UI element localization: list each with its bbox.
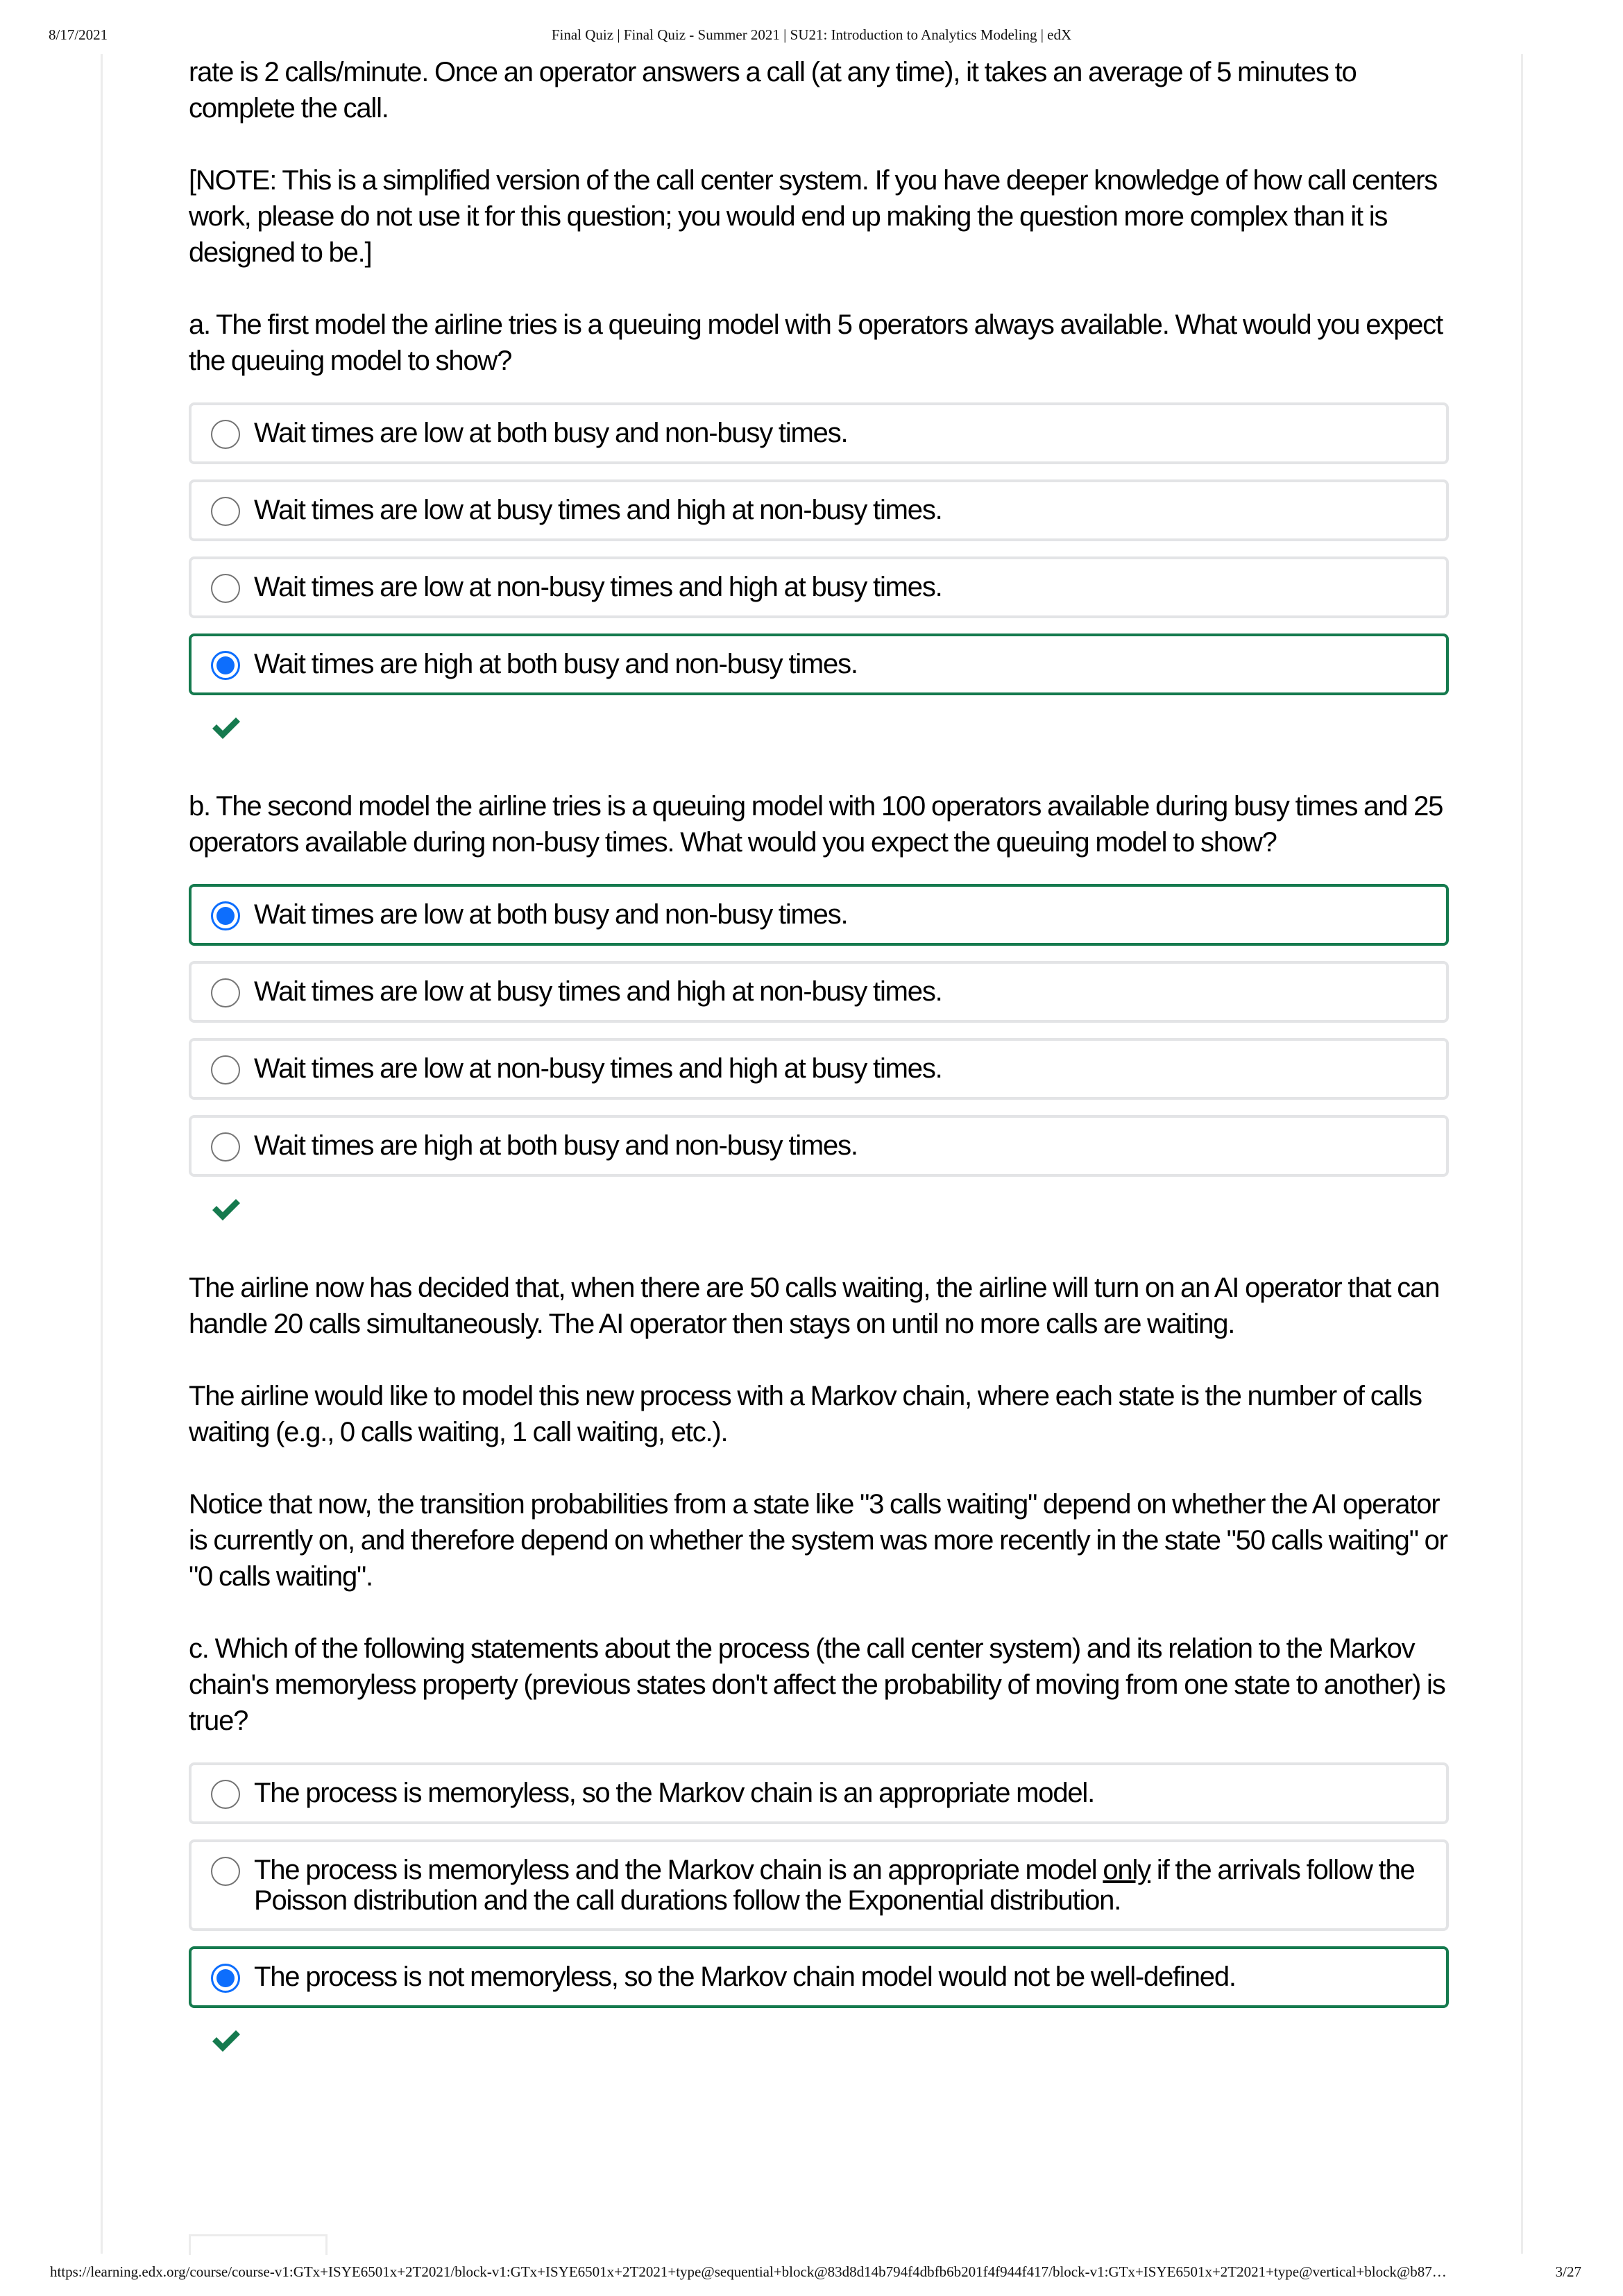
option-label: The process is memoryless, so the Markov chain is an appropriate model. <box>254 1778 1095 1808</box>
option-label: Wait times are high at both busy and non-busy times. <box>254 649 858 679</box>
option-label: Wait times are low at both busy and non-busy times. <box>254 418 848 448</box>
radio-button-selected[interactable] <box>211 1964 240 1993</box>
question-b-option-3[interactable] <box>189 1038 1449 1100</box>
print-page-number: 3/27 <box>1555 2263 1581 2280</box>
truncated-button-outline <box>189 2234 328 2255</box>
intro-paragraph: rate is 2 calls/minute. Once an operator answers a call (at any time), it takes an average of 5 minutes to complete the call. <box>189 57 1357 124</box>
question-a-prompt: a. The first model the airline tries is a queuing model with 5 operators always available. What would you expect the queuing model to show? <box>189 309 1443 376</box>
question-b-option-1-selected[interactable] <box>189 884 1449 946</box>
option-label: Wait times are low at busy times and high at non-busy times. <box>254 495 942 525</box>
question-b-option-2[interactable] <box>189 961 1449 1023</box>
context-paragraph-3: Notice that now, the transition probabilities from a state like "3 calls waiting" depend on whether the AI operator is currently on, and therefore depend on whether the system was more recently in the state "50 calls waiting" or "0 calls waiting". <box>189 1489 1447 1592</box>
radio-button[interactable] <box>211 497 240 526</box>
context-paragraph-2: The airline would like to model this new process with a Markov chain, where each state is the number of calls waiting (e.g., 0 calls waiting, 1 call waiting, etc.). <box>189 1381 1422 1447</box>
radio-button[interactable] <box>211 420 240 449</box>
print-url: https://learning.edx.org/course/course-v1:GTx+ISYE6501x+2T2021/block-v1:GTx+ISYE6501x+2T2021+type@sequential+block@83d8d14b794f4dbfb6b201f4f944f417/block-v1:GTx+ISYE6501x+2T2021+type@vertical+block@b87… <box>50 2263 1447 2280</box>
question-c-prompt: c. Which of the following statements about the process (the call center system) and its relation to the Markov chain's memoryless property (previous states don't affect the probability of moving from one state to another) is true? <box>189 1633 1445 1736</box>
print-page-title: Final Quiz | Final Quiz - Summer 2021 | SU21: Introduction to Analytics Modeling | edX <box>551 26 1072 43</box>
checkmark-icon <box>211 2029 241 2054</box>
question-c-option-2[interactable] <box>189 1839 1449 1931</box>
radio-button[interactable] <box>211 574 240 603</box>
quiz-content <box>189 54 1452 2054</box>
option-label: Wait times are low at busy times and high at non-busy times. <box>254 976 942 1007</box>
question-b <box>189 788 1452 1270</box>
print-footer <box>0 2263 1623 2284</box>
emphasis-only: only <box>1103 1855 1150 1885</box>
question-a-option-3[interactable] <box>189 556 1449 618</box>
question-b-prompt: b. The second model the airline tries is a queuing model with 100 operators available during busy times and 25 operators available during non-busy times. What would you expect the queuing model to show? <box>189 791 1443 858</box>
print-date: 8/17/2021 <box>49 26 108 43</box>
question-c <box>189 1631 1452 2054</box>
question-b-option-4[interactable] <box>189 1115 1449 1177</box>
question-a <box>189 307 1452 788</box>
option-label: Wait times are low at non-busy times and high at busy times. <box>254 1053 942 1084</box>
question-c-option-3-selected[interactable] <box>189 1946 1449 2008</box>
content-frame-left-border <box>101 54 103 2254</box>
question-a-option-4-selected[interactable] <box>189 633 1449 695</box>
checkmark-icon <box>211 1198 241 1223</box>
radio-button[interactable] <box>211 1857 240 1886</box>
note-paragraph: [NOTE: This is a simplified version of the call center system. If you have deeper knowledge of how call centers work, please do not use it for this question; you would end up making the question more complex than it is designed to be.] <box>189 165 1438 268</box>
option-label: The process is memoryless and the Markov chain is an appropriate model only if the arrivals follow the Poisson distribution and the call durations follow the Exponential distribution. <box>254 1855 1415 1916</box>
question-a-option-2[interactable] <box>189 479 1449 541</box>
checkmark-icon <box>211 716 241 741</box>
content-frame-right-border <box>1521 54 1523 2254</box>
option-label: Wait times are low at non-busy times and high at busy times. <box>254 572 942 602</box>
print-header <box>0 26 1623 47</box>
radio-button-selected[interactable] <box>211 901 240 930</box>
context-paragraph-1: The airline now has decided that, when there are 50 calls waiting, the airline will turn on an AI operator that can handle 20 calls simultaneously. The AI operator then stays on until no more calls are waiting. <box>189 1273 1440 1339</box>
radio-button[interactable] <box>211 978 240 1007</box>
radio-button[interactable] <box>211 1055 240 1085</box>
question-c-option-1[interactable] <box>189 1762 1449 1824</box>
radio-button[interactable] <box>211 1132 240 1162</box>
radio-button[interactable] <box>211 1780 240 1809</box>
option-label: Wait times are low at both busy and non-busy times. <box>254 899 848 930</box>
question-a-option-1[interactable] <box>189 402 1449 464</box>
option-label: The process is not memoryless, so the Markov chain model would not be well-defined. <box>254 1962 1236 1992</box>
radio-button-selected[interactable] <box>211 651 240 680</box>
option-label: Wait times are high at both busy and non-busy times. <box>254 1130 858 1161</box>
